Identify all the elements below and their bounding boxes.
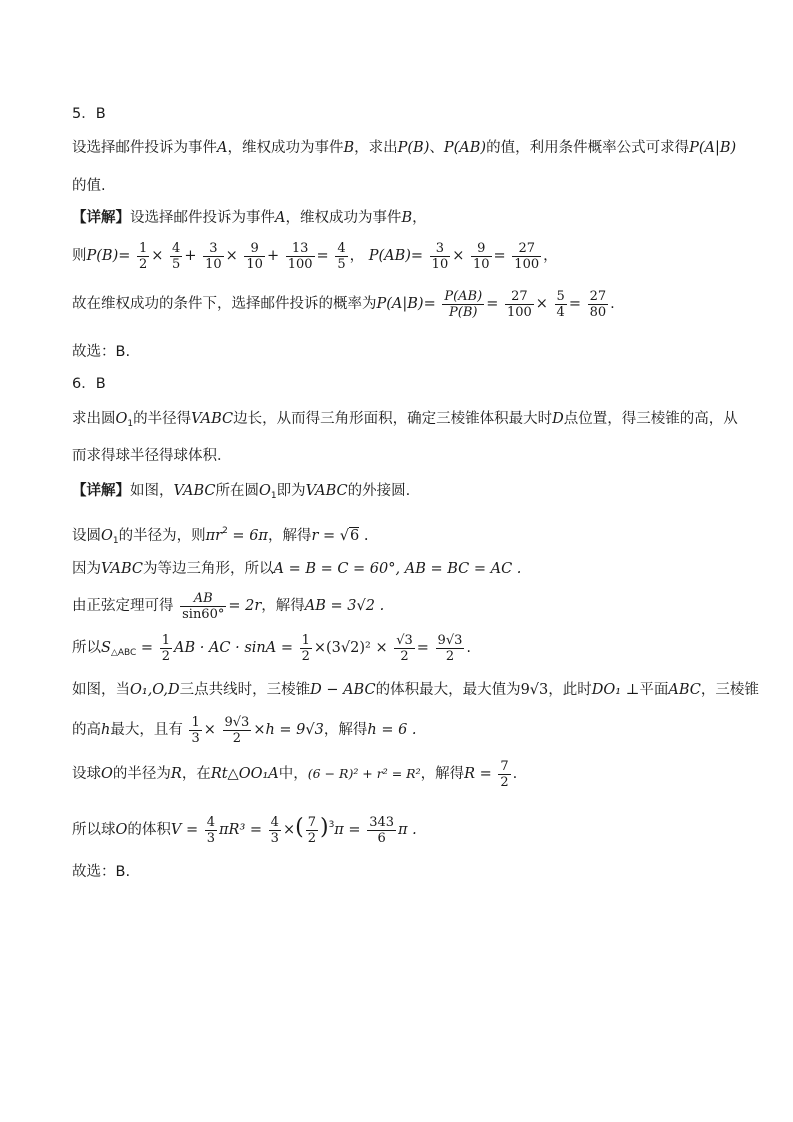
q6-answer: 故选：B.: [72, 864, 131, 880]
q6-volume-step: 所以球O的体积V = $\frac{4}{3}$ πR³ = $\frac{4}{3}$ ×( $\frac{7}{2}$ )$^3$π = $\frac{343}{6}$ π .: [72, 814, 417, 846]
q6-analysis-line-1: 求出圆$O_1$的半径得VABC边长，从而得三角形面积，确定三棱锥体积最大时D点位置，得三棱锥的高，从: [72, 411, 738, 429]
q6-detail-intro: 【详解】如图，VABC所在圆$O_1$即为VABC的外接圆.: [72, 483, 411, 501]
q5-answer: 故选：B.: [72, 344, 131, 360]
q6-equilateral-step: 因为VABC为等边三角形，所以A = B = C = 60°, AB = BC = AC .: [72, 561, 522, 577]
q5-probability-equations: 则P(B)= $\frac{1}{2}$ × $\frac{4}{5}$ + $\frac{3}{10}$ × $\frac{9}{10}$ + $\frac{13}{100}$ = $\frac{4}{5}$ ， P(AB)= $\frac{3}{10}$ × $\frac{9}{10}$ = $\frac{27}{100}$ ，: [72, 240, 558, 272]
q5-analysis-line-2: 的值.: [72, 178, 106, 194]
q5-heading: 5．B: [72, 106, 106, 122]
q6-sphere-radius-step: 设球O的半径为R，在Rt△OO₁A中，(6 − R)² + r² = R²，解得R = $\frac{7}{2}$ .: [72, 758, 518, 790]
q6-height-step: 的高h最大，且有 $\frac{1}{3}$ × $\frac{9√3}{2}$ ×h = 9√3，解得h = 6 .: [72, 714, 417, 746]
q6-sine-rule-step: 由正弦定理可得 $\frac{AB}{\sin 60^\circ}$ = 2r，解得AB = 3√2 .: [72, 590, 385, 622]
q5-conclusion: 故在维权成功的条件下，选择邮件投诉的概率为P(A|B)= $\frac{P(AB)}{P(B)}$ = $\frac{27}{100}$ × $\frac{5}{4}$ = $\frac{27}{80}$ .: [72, 288, 615, 320]
q5-analysis-line-1: 设选择邮件投诉为事件A，维权成功为事件B，求出P(B)、P(AB)的值，利用条件概率公式可求得P(A|B): [72, 140, 737, 156]
q6-analysis-line-2: 而求得球半径得球体积．: [72, 448, 232, 464]
q6-radius-step: 设圆$O_1$的半径为，则$\pi r^2 = 6\pi$，解得r = √6 .: [72, 526, 369, 546]
q6-max-volume-line-1: 如图，当O₁,O,D三点共线时，三棱锥D − ABC的体积最大，最大值为9√3，此时DO₁ ⊥平面ABC，三棱锥: [72, 682, 759, 698]
q6-heading: 6．B: [72, 376, 106, 392]
q6-area-step: 所以$S_{\triangle ABC}$ = $\frac{1}{2}$ AB · AC · sinA = $\frac{1}{2}$ ×(3√2)² × $\frac{√3}{2}$ = $\frac{9√3}{2}$ .: [72, 632, 471, 664]
q5-detail-intro: 【详解】设选择邮件投诉为事件A，维权成功为事件B，: [72, 210, 427, 226]
